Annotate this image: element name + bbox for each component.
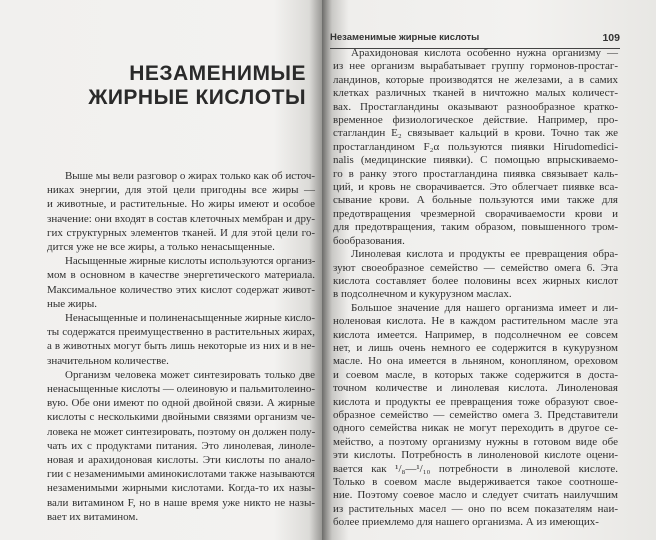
text-line: Максимальное количество этих кислот содержат живот- <box>47 283 315 296</box>
text-line: гии с незаменимыми аминокислотами также называются <box>47 468 315 481</box>
text-line: ненасыщенные кислоты — олеиновую и пальмитолеино- <box>47 383 316 396</box>
text-line: Насыщенные жирные кислоты используются организ- <box>65 255 316 268</box>
left-page <box>0 0 322 540</box>
chapter-title-line: ЖИРНЫЕ КИСЛОТЫ <box>88 86 306 109</box>
chapter-title <box>88 62 306 110</box>
text-line: ты содержатся преимущественно в растительных жирах, <box>47 326 315 339</box>
text-line: Только в соевом масле выдерживается такое соотноше- <box>333 476 618 488</box>
paragraph <box>333 47 618 248</box>
text-line: более приемлемо для нашего организма. А из имеющих- <box>333 516 599 529</box>
text-line: для предотвращения, таким образом, повышенного тром- <box>333 221 618 234</box>
text-line: вается как ¹/₈—¹/₁₀ потребности в линолевой кислоте. <box>333 462 618 475</box>
text-line: Организм человека может синтезировать только две <box>65 368 315 381</box>
text-line: ландинов, которые производятся не железами, а в самих <box>333 73 618 86</box>
text-line: кислота составляет более половины всех жирных кислот <box>333 274 618 287</box>
text-line: бообразования. <box>333 234 405 247</box>
text-line: из нее организм вырабатывает группу гормонов-простаг- <box>333 60 618 73</box>
text-line: гих структурных элементов тканей. И для этой цели го- <box>47 226 315 239</box>
chapter-title-line: НЕЗАМЕНИМЫЕ <box>129 62 306 85</box>
text-line: nalis (медицинские пиявки). С помощью впрыскиваемо- <box>333 154 618 167</box>
paragraph <box>47 368 315 524</box>
text-line: образное семейство — семейство омега 3. Представители <box>333 408 618 421</box>
paragraph <box>47 254 315 311</box>
text-line: значительном количестве. <box>47 354 169 367</box>
text-line: новая и арахидоновая кислоты. Эти кислоты по анало- <box>47 454 315 467</box>
text-line: и соевом масле, в которых также содержится в доста- <box>333 368 618 381</box>
text-line: Выше мы вели разговор о жирах только как об источ- <box>65 170 315 182</box>
text-line: стагландин E₂ связывает кальций в крови. Точно так же <box>333 127 618 140</box>
text-line: точном количестве и линолевая кислота. Линоленовая <box>333 382 618 395</box>
paragraph <box>333 302 618 530</box>
text-line: кислоты с несколькими двойными связями организм че- <box>47 411 315 424</box>
text-line: зуют своеобразное семейство — семейство омега 6. Эта <box>333 261 618 274</box>
text-line: кислота и продукты ее превращения тоже образуют свое- <box>333 395 618 408</box>
text-line: вах. Простагландины оказывают разнообразное кратко- <box>333 100 618 113</box>
text-line: из растительных масел — оно по всем показателям наи- <box>333 502 618 515</box>
text-line: го в ранку этого простагландина пиявка связывает каль- <box>333 167 618 180</box>
text-line: ций, и кровь не сворачивается. Это облегчает пиявке вса- <box>333 181 618 194</box>
text-line: вает их витамином. <box>47 510 139 523</box>
text-line: дится уже не все жиры, а только ненасыщенные. <box>47 241 275 254</box>
paragraph <box>47 311 315 368</box>
text-line: простагландином F₂α пользуются пиявки Hirudomedici- <box>333 140 618 153</box>
text-line: незаменимыми жирными кислотами. Когда-то их назы- <box>47 482 315 495</box>
running-head-title: Незаменимые жирные кислоты <box>330 32 480 43</box>
right-page-body <box>333 47 618 530</box>
text-line: клетках различных тканей в ничтожно малых количест- <box>333 87 618 100</box>
text-line: вали витамином F, но в наше время уже никто не назы- <box>47 496 315 509</box>
text-line: Арахидоновая кислота особенно нужна организму — <box>351 47 618 59</box>
text-line: сывание крови. А больные пользуются ими также для <box>333 194 618 207</box>
text-line: ноленовая кислота. Не в каждом растительном масле эта <box>333 315 618 328</box>
text-line: ные жиры. <box>47 297 98 310</box>
text-line: мейство, а поэтому организму нужны в готовом виде обе <box>333 435 618 448</box>
text-line: вую. Обе они имеют по одной двойной связи. А жирные <box>47 397 315 410</box>
text-line: кислота имеется. Например, в подсолнечном ее совсем <box>333 328 618 341</box>
text-line: в подсолнечном и кукурузном маслах. <box>333 288 512 301</box>
text-line: Линолевая кислота и продукты ее превращения обра- <box>351 248 618 261</box>
right-page <box>322 0 656 540</box>
text-line: чать их с продуктами питания. Это линолевая, линоле- <box>47 439 315 452</box>
text-line: и животные, и растительные. Но жиры имеют и особое <box>47 198 315 211</box>
text-line: одного семейства никак не могут переходить в другое се- <box>333 422 618 435</box>
text-line: ние. Поэтому соевое масло и следует считать наилучшим <box>333 489 618 502</box>
left-page-body <box>47 169 315 524</box>
text-line: значение: они входят в состав клеточных мембран и дру- <box>47 212 315 225</box>
text-line: предотвращения чрезмерной сворачиваемости крови и <box>333 207 618 220</box>
text-line: временное физиологическое действие. Например, про- <box>333 114 618 127</box>
text-line: масле. Но она имеется в льняном, конопляном, ореховом <box>333 355 618 368</box>
text-line: мом в основном в качестве энергетического материала. <box>47 269 315 282</box>
text-line: ловека не может синтезировать, поэтому он должен полу- <box>47 425 316 438</box>
text-line: никах энергии, для этой цели пригодны все жиры — <box>47 184 315 197</box>
text-line: эти кислоты. Потребность в линоленовой кислоте оцени- <box>333 449 618 462</box>
paragraph <box>47 169 315 254</box>
text-line: Ненасыщенные и полиненасыщенные жирные кисло- <box>65 312 315 325</box>
text-line: нет, и лишь очень немного ее содержится в кукурузном <box>333 341 618 354</box>
paragraph <box>333 248 618 302</box>
text-line: Большое значение для нашего организма имеет и ли- <box>351 301 618 314</box>
text-line: а в животных могут быть лишь некоторые из них и в не- <box>47 340 315 353</box>
page-number: 109 <box>602 32 620 44</box>
